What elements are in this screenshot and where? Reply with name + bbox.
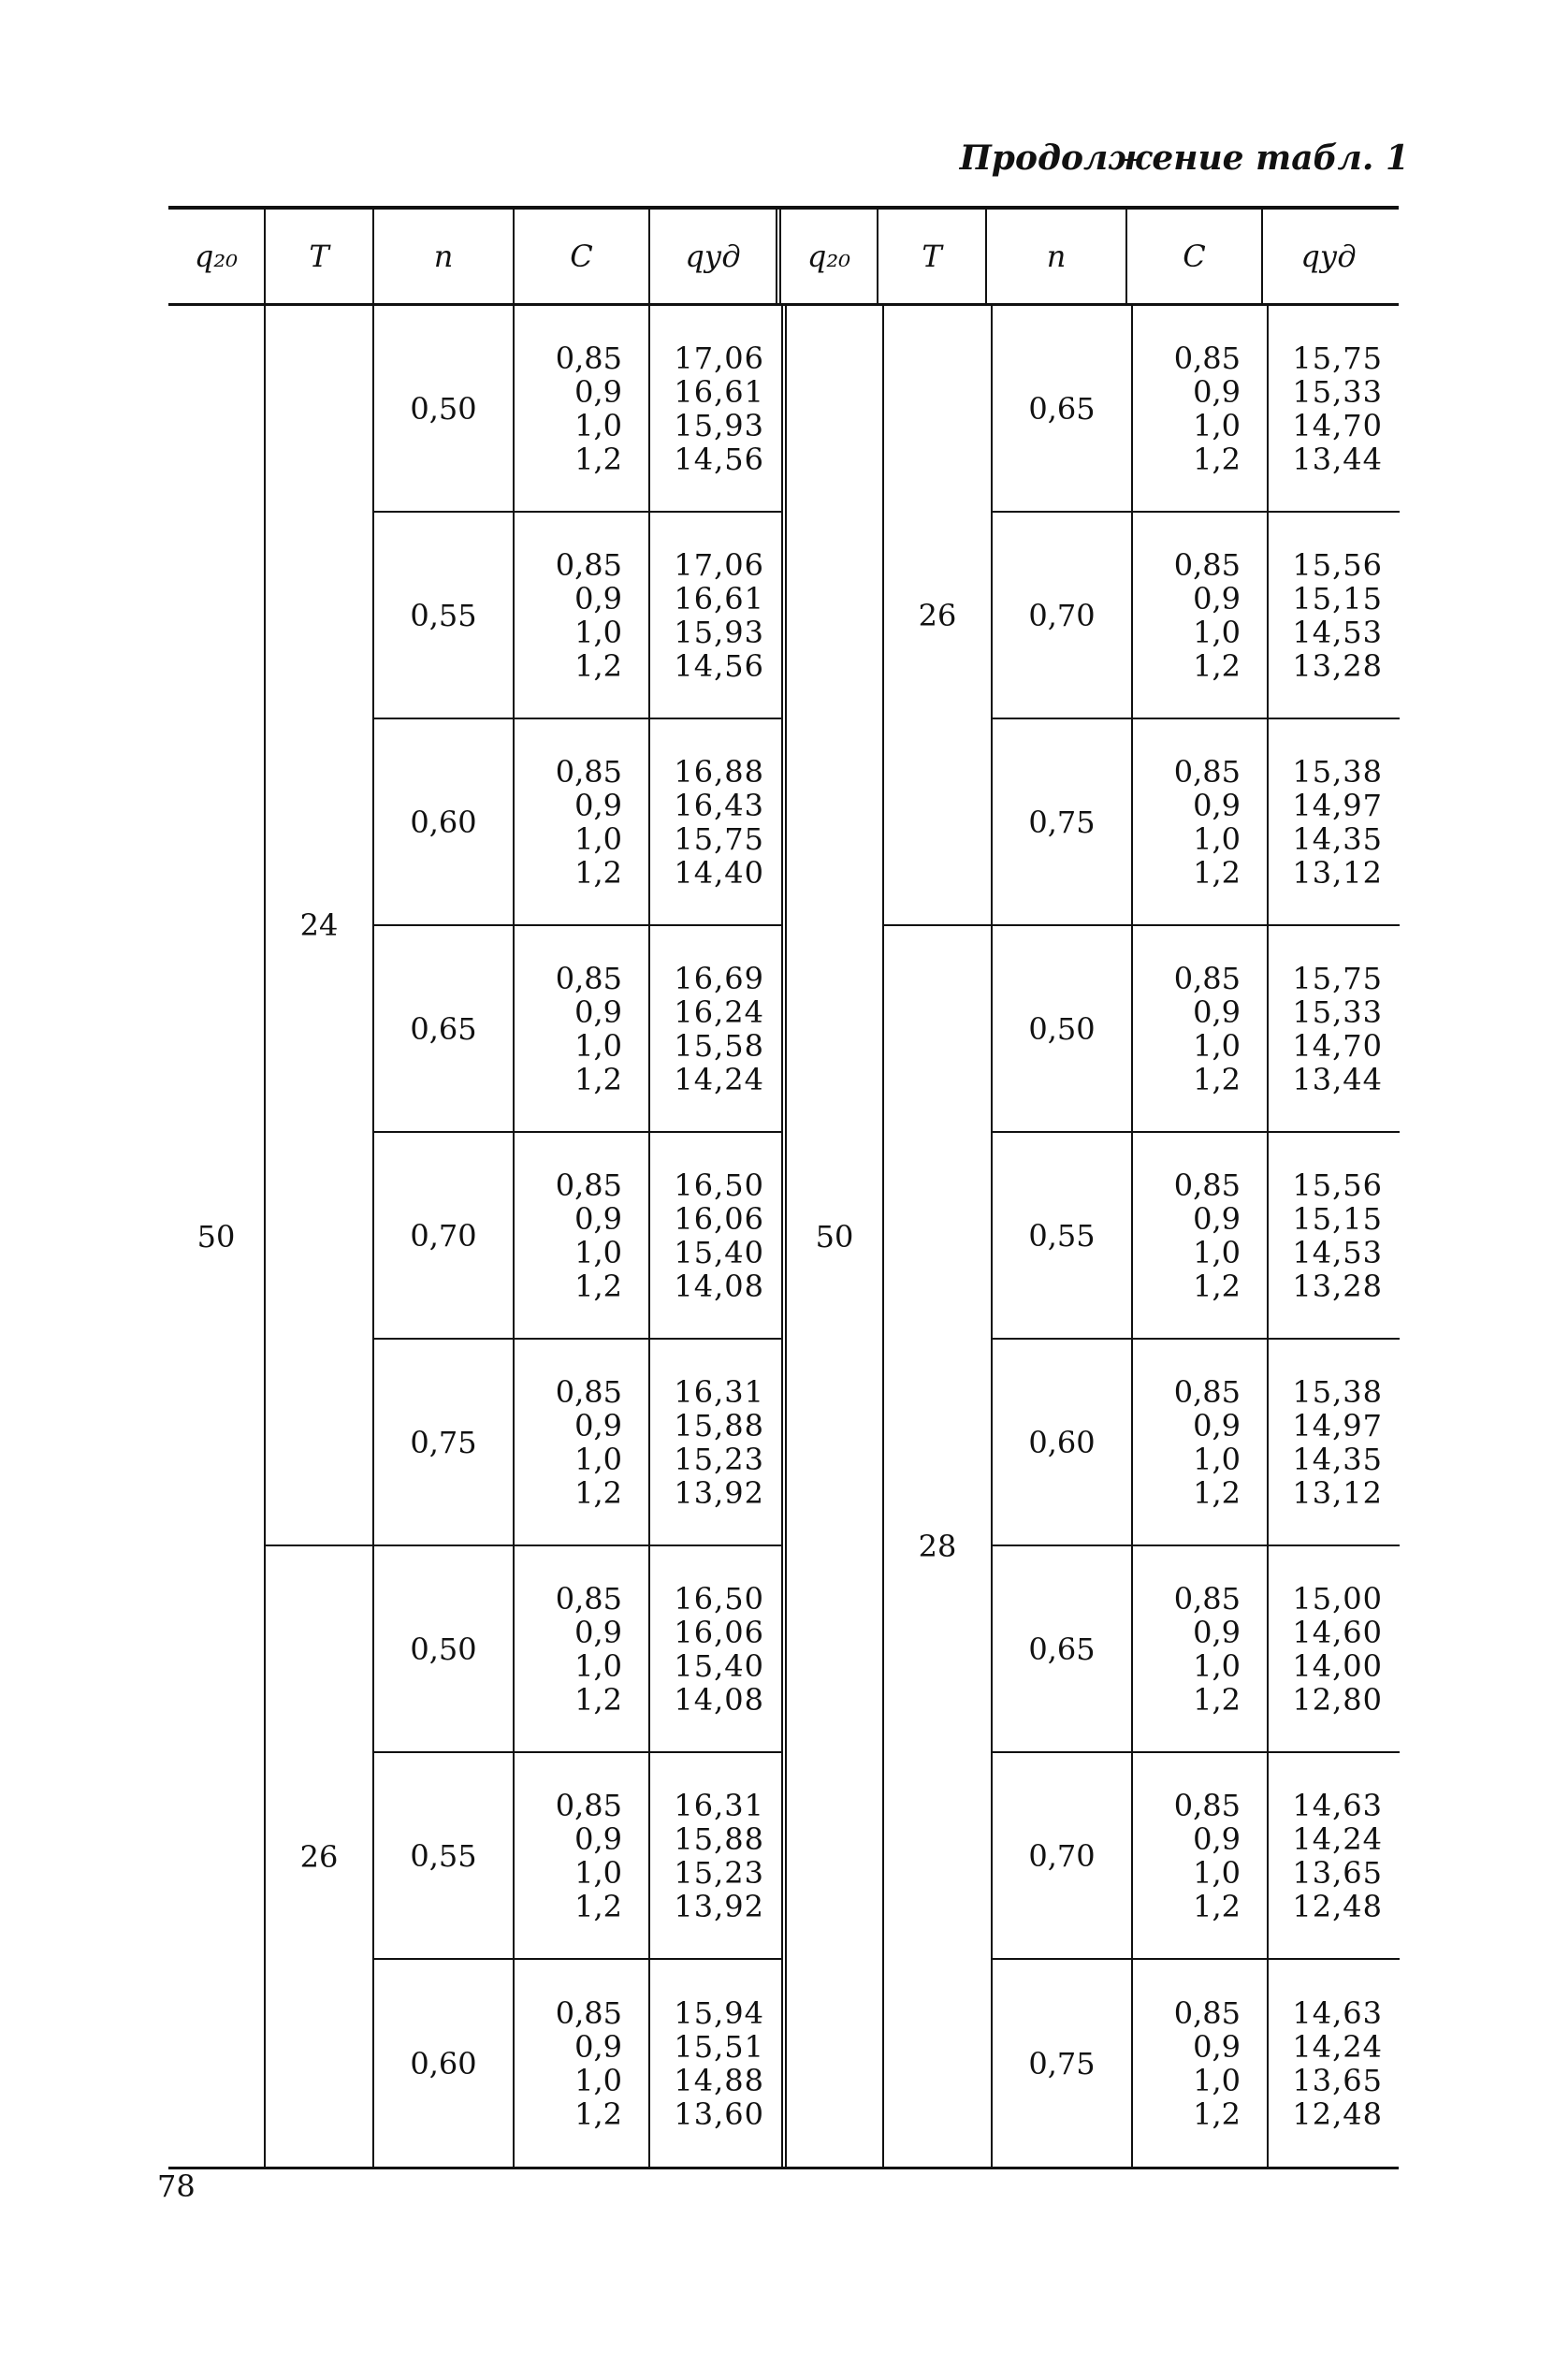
qud-value: 15,75 [1292, 960, 1383, 996]
c-value: 0,9 [574, 787, 622, 823]
c-value: 1,2 [1193, 1268, 1241, 1304]
qud-value: 14,97 [1292, 787, 1383, 823]
qud-values [1269, 1753, 1400, 1958]
qud-value: 13,60 [674, 2096, 764, 2132]
c-value: 0,85 [555, 1994, 622, 2031]
table-row [374, 1546, 781, 1753]
c-value: 0,85 [555, 1167, 622, 1203]
t-group-cell: 26 [884, 306, 991, 926]
n-cell: 0,65 [993, 1546, 1133, 1751]
qud-value: 13,92 [674, 1888, 764, 1924]
c-value: 1,2 [574, 1474, 622, 1511]
qud-value: 14,97 [1292, 1407, 1383, 1443]
qud-value: 14,63 [1292, 1787, 1383, 1823]
n-cell: 0,65 [374, 926, 515, 1131]
c-value: 0,9 [1193, 580, 1241, 616]
c-value: 1,0 [1193, 614, 1241, 650]
qud-value: 16,50 [674, 1580, 764, 1617]
c-value: 0,9 [574, 1407, 622, 1443]
qud-values [1269, 1340, 1400, 1545]
table-row [374, 1960, 781, 2167]
c-value: 1,0 [1193, 1647, 1241, 1684]
qud-value: 15,56 [1292, 1167, 1383, 1203]
c-value: 0,9 [1193, 1407, 1241, 1443]
c-value: 0,85 [555, 753, 622, 790]
qud-value: 13,28 [1292, 1268, 1383, 1304]
c-value: 1,2 [574, 1888, 622, 1924]
qud-value: 12,80 [1292, 1681, 1383, 1718]
header-C: C [1127, 210, 1263, 303]
qud-value: 14,40 [674, 854, 764, 891]
c-value: 1,2 [1193, 2096, 1241, 2132]
qud-values [650, 306, 781, 511]
c-value: 0,85 [555, 1580, 622, 1617]
c-value: 0,9 [1193, 993, 1241, 1030]
c-value: 0,85 [1173, 1994, 1241, 2031]
qud-values [650, 926, 781, 1131]
qud-value: 13,65 [1292, 1854, 1383, 1891]
c-value: 0,85 [555, 340, 622, 376]
c-values [515, 1960, 650, 2167]
c-value: 1,2 [1193, 441, 1241, 477]
qud-values [1269, 1960, 1400, 2167]
qud-value: 14,24 [674, 1061, 764, 1097]
n-cell: 0,55 [374, 513, 515, 718]
c-value: 0,9 [574, 1200, 622, 1237]
t-group-cell: 24 [266, 306, 372, 1546]
n-cell: 0,60 [374, 1960, 515, 2167]
c-value: 1,2 [574, 647, 622, 684]
qud-value: 16,31 [674, 1787, 764, 1823]
table-row [993, 1340, 1400, 1546]
qud-values [1269, 513, 1400, 718]
c-values [1133, 1546, 1269, 1751]
qud-values [650, 513, 781, 718]
qud-value: 16,43 [674, 787, 764, 823]
header-n: n [987, 210, 1127, 303]
qud-value: 16,69 [674, 960, 764, 996]
qud-values [1269, 306, 1400, 511]
c-value: 0,85 [1173, 753, 1241, 790]
c-value: 0,85 [1173, 1373, 1241, 1410]
c-value: 1,2 [574, 441, 622, 477]
right-half [787, 306, 1400, 2167]
table-row [374, 1340, 781, 1546]
qud-value: 15,88 [674, 1820, 764, 1857]
c-value: 0,9 [1193, 1614, 1241, 1650]
n-cell: 0,70 [993, 513, 1133, 718]
qud-value: 14,08 [674, 1268, 764, 1304]
table-row [374, 513, 781, 719]
n-cell: 0,75 [993, 1960, 1133, 2167]
c-value: 1,2 [1193, 854, 1241, 891]
c-values [1133, 1960, 1269, 2167]
qud-value: 15,40 [674, 1647, 764, 1684]
table-row [993, 1960, 1400, 2167]
qud-value: 15,00 [1292, 1580, 1383, 1617]
c-values [515, 513, 650, 718]
c-value: 1,0 [574, 2062, 622, 2098]
rows-column [374, 306, 781, 2167]
c-value: 0,85 [1173, 340, 1241, 376]
n-cell: 0,75 [374, 1340, 515, 1545]
c-values [1133, 1133, 1269, 1338]
table-row [993, 1753, 1400, 1960]
c-values [515, 1546, 650, 1751]
c-values [1133, 926, 1269, 1131]
n-cell: 0,50 [993, 926, 1133, 1131]
t-group-cell: 28 [918, 1529, 957, 1564]
q20-cell: 50 [168, 306, 266, 2167]
qud-value: 14,08 [674, 1681, 764, 1718]
n-cell: 0,60 [374, 719, 515, 924]
qud-value: 13,92 [674, 1474, 764, 1511]
c-value: 1,2 [1193, 1061, 1241, 1097]
c-value: 0,9 [1193, 1820, 1241, 1857]
c-value: 0,85 [1173, 1580, 1241, 1617]
q20-cell: 50 [787, 306, 884, 2167]
header-qud: qуд [650, 210, 781, 303]
n-cell: 0,50 [374, 1546, 515, 1751]
qud-value: 16,06 [674, 1200, 764, 1237]
qud-value: 16,88 [674, 753, 764, 790]
qud-value: 14,35 [1292, 820, 1383, 857]
qud-value: 15,56 [1292, 546, 1383, 583]
n-cell: 0,70 [993, 1753, 1133, 1958]
table-row [993, 719, 1400, 926]
c-value: 1,2 [574, 2096, 622, 2132]
c-value: 0,85 [555, 1787, 622, 1823]
qud-value: 13,12 [1292, 1474, 1383, 1511]
n-cell: 0,65 [993, 306, 1133, 511]
c-value: 1,0 [1193, 2062, 1241, 2098]
qud-value: 15,88 [674, 1407, 764, 1443]
c-value: 1,0 [574, 1647, 622, 1684]
c-value: 1,0 [574, 614, 622, 650]
c-values [515, 306, 650, 511]
qud-values [650, 1133, 781, 1338]
qud-value: 13,44 [1292, 441, 1383, 477]
t-column [266, 306, 374, 2167]
c-values [1133, 1753, 1269, 1958]
c-value: 1,2 [1193, 1888, 1241, 1924]
qud-value: 15,33 [1292, 993, 1383, 1030]
c-value: 1,2 [574, 1681, 622, 1718]
page-number: 78 [157, 2168, 196, 2204]
qud-value: 15,23 [674, 1441, 764, 1477]
qud-value: 14,70 [1292, 407, 1383, 443]
header-qud: qуд [1300, 239, 1357, 274]
qud-value: 15,93 [674, 407, 764, 443]
qud-value: 15,40 [674, 1234, 764, 1270]
qud-values [650, 1340, 781, 1545]
c-value: 0,85 [555, 546, 622, 583]
c-value: 0,85 [555, 960, 622, 996]
c-value: 1,2 [1193, 1681, 1241, 1718]
c-value: 0,85 [1173, 960, 1241, 996]
t-group-cell: 26 [299, 1838, 339, 1875]
table-row [374, 1753, 781, 1960]
header-C: C [515, 210, 650, 303]
table-row [993, 1546, 1400, 1753]
qud-value: 14,63 [1292, 1994, 1383, 2031]
t-column [884, 306, 993, 2167]
c-value: 0,9 [1193, 787, 1241, 823]
c-value: 0,85 [1173, 546, 1241, 583]
n-cell: 0,60 [993, 1340, 1133, 1545]
qud-value: 14,60 [1292, 1614, 1383, 1650]
header-T: T [878, 210, 987, 303]
qud-value: 14,56 [674, 441, 764, 477]
table-row [374, 1133, 781, 1340]
n-cell: 0,55 [993, 1133, 1133, 1338]
qud-value: 14,70 [1292, 1027, 1383, 1064]
c-values [1133, 1340, 1269, 1545]
page-header: Продолжение табл. 1 [959, 138, 1409, 178]
table-row [374, 926, 781, 1133]
c-value: 0,9 [574, 2028, 622, 2065]
qud-value: 13,28 [1292, 647, 1383, 684]
qud-value: 14,00 [1292, 1647, 1383, 1684]
c-value: 0,9 [574, 993, 622, 1030]
c-value: 1,0 [1193, 1854, 1241, 1891]
c-value: 1,0 [574, 1441, 622, 1477]
qud-value: 17,06 [674, 340, 764, 376]
qud-value: 13,65 [1292, 2062, 1383, 2098]
header-q20: q₂₀ [781, 210, 878, 303]
c-value: 0,9 [1193, 1200, 1241, 1237]
qud-value: 15,93 [674, 614, 764, 650]
qud-value: 16,61 [674, 580, 764, 616]
c-value: 1,0 [1193, 1234, 1241, 1270]
c-value: 0,9 [574, 580, 622, 616]
header-q20: q₂₀ [168, 210, 266, 303]
qud-values [1269, 1133, 1400, 1338]
c-value: 0,85 [555, 1373, 622, 1410]
c-value: 1,0 [574, 407, 622, 443]
c-value: 0,9 [1193, 2028, 1241, 2065]
qud-value: 15,75 [674, 820, 764, 857]
c-values [515, 926, 650, 1131]
qud-values [650, 1960, 781, 2167]
table-row [993, 306, 1400, 513]
c-value: 1,0 [1193, 407, 1241, 443]
qud-value: 14,56 [674, 647, 764, 684]
c-value: 0,85 [1173, 1787, 1241, 1823]
qud-value: 15,15 [1292, 1200, 1383, 1237]
c-value: 1,0 [574, 820, 622, 857]
table-body [168, 306, 1399, 2167]
table-row [374, 306, 781, 513]
n-cell: 0,50 [374, 306, 515, 511]
qud-value: 14,35 [1292, 1441, 1383, 1477]
qud-value: 13,44 [1292, 1061, 1383, 1097]
c-value: 0,9 [574, 1820, 622, 1857]
qud-value: 15,94 [674, 1994, 764, 2031]
qud-value: 12,48 [1292, 2096, 1383, 2132]
qud-value: 16,06 [674, 1614, 764, 1650]
n-cell: 0,75 [993, 719, 1133, 924]
n-cell: 0,70 [374, 1133, 515, 1338]
qud-value: 13,12 [1292, 854, 1383, 891]
qud-value: 15,38 [1292, 753, 1383, 790]
qud-value: 16,24 [674, 993, 764, 1030]
qud-values [650, 719, 781, 924]
header-T: T [266, 210, 374, 303]
qud-value: 15,75 [1292, 340, 1383, 376]
data-table [168, 206, 1399, 2169]
left-half [168, 306, 787, 2167]
qud-values [650, 1753, 781, 1958]
qud-value: 17,06 [674, 546, 764, 583]
qud-values [650, 1546, 781, 1751]
c-values [515, 719, 650, 924]
c-value: 1,2 [1193, 1474, 1241, 1511]
c-values [515, 1133, 650, 1338]
c-value: 0,9 [574, 1614, 622, 1650]
c-values [515, 1753, 650, 1958]
qud-values [1269, 926, 1400, 1131]
c-value: 1,2 [1193, 647, 1241, 684]
c-value: 0,9 [1193, 373, 1241, 410]
qud-value: 14,24 [1292, 1820, 1383, 1857]
c-values [1133, 513, 1269, 718]
qud-value: 15,33 [1292, 373, 1383, 410]
qud-value: 15,23 [674, 1854, 764, 1891]
qud-value: 14,88 [674, 2062, 764, 2098]
c-value: 1,0 [1193, 1027, 1241, 1064]
qud-value: 16,50 [674, 1167, 764, 1203]
c-value: 1,0 [574, 1234, 622, 1270]
c-value: 1,0 [1193, 1441, 1241, 1477]
qud-value: 14,53 [1292, 1234, 1383, 1270]
n-cell: 0,55 [374, 1753, 515, 1958]
table-row [993, 926, 1400, 1133]
c-value: 1,0 [574, 1854, 622, 1891]
qud-values [1269, 719, 1400, 924]
c-value: 1,2 [574, 1268, 622, 1304]
c-value: 1,0 [574, 1027, 622, 1064]
qud-value: 14,53 [1292, 614, 1383, 650]
qud-value: 16,31 [674, 1373, 764, 1410]
c-values [1133, 306, 1269, 511]
table-header [168, 210, 1399, 306]
qud-value: 12,48 [1292, 1888, 1383, 1924]
c-value: 1,0 [1193, 820, 1241, 857]
qud-value: 15,58 [674, 1027, 764, 1064]
c-value: 0,85 [1173, 1167, 1241, 1203]
qud-value: 15,51 [674, 2028, 764, 2065]
c-values [1133, 719, 1269, 924]
qud-value: 15,15 [1292, 580, 1383, 616]
qud-values [1269, 1546, 1400, 1751]
c-value: 1,2 [574, 1061, 622, 1097]
qud-value: 14,24 [1292, 2028, 1383, 2065]
table-row [993, 513, 1400, 719]
table-row [374, 719, 781, 926]
c-values [515, 1340, 650, 1545]
table-row [993, 1133, 1400, 1340]
c-value: 0,9 [574, 373, 622, 410]
header-n: n [374, 210, 515, 303]
c-value: 1,2 [574, 854, 622, 891]
qud-value: 15,38 [1292, 1373, 1383, 1410]
qud-value: 16,61 [674, 373, 764, 410]
rows-column [993, 306, 1400, 2167]
